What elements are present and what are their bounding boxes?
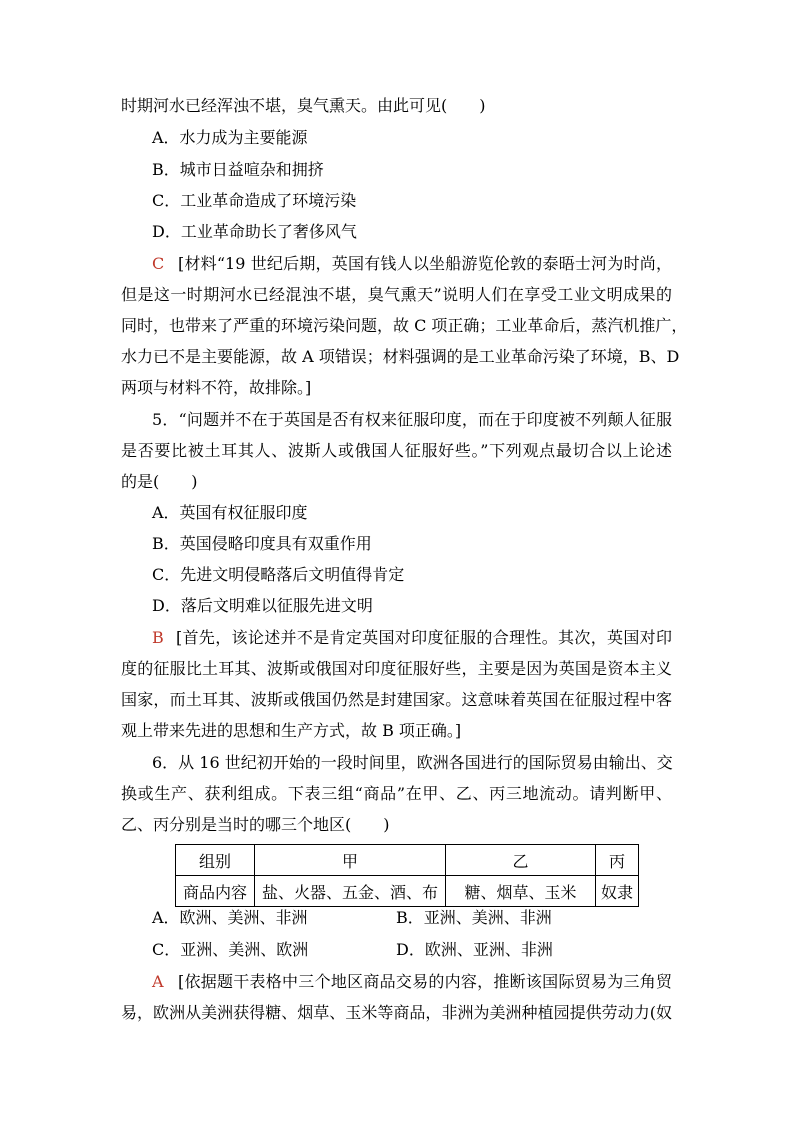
goods-table — [175, 844, 639, 907]
explanation-line: [材料“19 世纪后期，英国有钱人以坐船游览伦敦的泰晤士河为时尚， — [178, 254, 672, 273]
answer-letter: A — [152, 972, 164, 991]
question-6-stem: 换或生产、获利组成。下表三组“商品”在甲、乙、丙三地流动。请判断甲、 — [121, 784, 672, 803]
explanation-line: 易，欧洲从美洲获得糖、烟草、玉米等商品，非洲为美洲种植园提供劳动力(奴 — [121, 1003, 672, 1022]
explanation-line: 同时，也带来了严重的环境污染问题，故 C 项正确；工业革命后，蒸汽机推广， — [121, 316, 688, 335]
option-a: A．欧洲、美洲、非洲 — [152, 908, 308, 927]
question-5-stem: 是否要比被土耳其人、波斯人或俄国人征服好些。”下列观点最切合以上论述 — [121, 441, 672, 460]
explanation-line: 度的征服比土耳其、波斯或俄国对印度征服好些，主要是因为英国是资本主义 — [121, 659, 672, 678]
table-row — [176, 876, 639, 907]
option-b: B．城市日益喧杂和拥挤 — [152, 160, 324, 179]
option-d: D．工业革命助长了奢侈风气 — [152, 222, 357, 241]
explanation-line: 但是这一时期河水已经混浊不堪，臭气熏天”说明人们在享受工业文明成果的 — [121, 285, 672, 304]
option-c: C．亚洲、美洲、欧洲 — [152, 940, 309, 959]
table-header-cell: 甲 — [255, 845, 446, 876]
option-c: C．先进文明侵略落后文明值得肯定 — [152, 565, 405, 584]
table-header-row — [176, 845, 639, 876]
option-c: C．工业革命造成了环境污染 — [152, 191, 357, 210]
option-d: D．欧洲、亚洲、非洲 — [396, 940, 553, 959]
explanation-line: 国家，而土耳其、波斯或俄国仍然是封建国家。这意味着英国在征服过程中客 — [121, 690, 672, 709]
table-cell: 糖、烟草、玉米 — [446, 876, 596, 907]
answer-letter: C — [152, 254, 165, 273]
table-cell: 商品内容 — [176, 876, 255, 907]
option-b: B．英国侵略印度具有双重作用 — [152, 534, 372, 553]
table-cell: 奴隶 — [596, 876, 639, 907]
option-d: D．落后文明难以征服先进文明 — [152, 596, 373, 615]
option-a: A．英国有权征服印度 — [152, 503, 308, 522]
answer-letter: B — [152, 628, 164, 647]
question-6-stem: 乙、丙分别是当时的哪三个地区( ) — [121, 815, 390, 834]
explanation-line: 水力已不是主要能源，故 A 项错误；材料强调的是工业革命污染了环境，B、D — [121, 347, 680, 366]
question-5-stem: 5．“问题并不在于英国是否有权来征服印度，而在于印度被不列颠人征服 — [152, 410, 672, 429]
option-b: B．亚洲、美洲、非洲 — [396, 908, 552, 927]
table-cell: 盐、火器、五金、酒、布 — [255, 876, 446, 907]
explanation-line: 观上带来先进的思想和生产方式，故 B 项正确。] — [121, 721, 462, 740]
explanation-line: 两项与材料不符，故排除。] — [121, 378, 312, 397]
option-a: A．水力成为主要能源 — [152, 128, 308, 147]
table-header-cell: 丙 — [596, 845, 639, 876]
explanation-line: [首先，该论述并不是肯定英国对印度征服的合理性。其次，英国对印 — [176, 628, 672, 647]
table-header-cell: 乙 — [446, 845, 596, 876]
question-5-stem: 的是( ) — [121, 472, 198, 491]
explanation-line: [依据题干表格中三个地区商品交易的内容，推断该国际贸易为三角贸 — [178, 972, 672, 991]
question-6-stem: 6．从 16 世纪初开始的一段时间里，欧洲各国进行的国际贸易由输出、交 — [152, 753, 673, 772]
table-header-cell: 组别 — [176, 845, 255, 876]
text-line: 时期河水已经浑浊不堪，臭气熏天。由此可见( ) — [121, 96, 486, 115]
